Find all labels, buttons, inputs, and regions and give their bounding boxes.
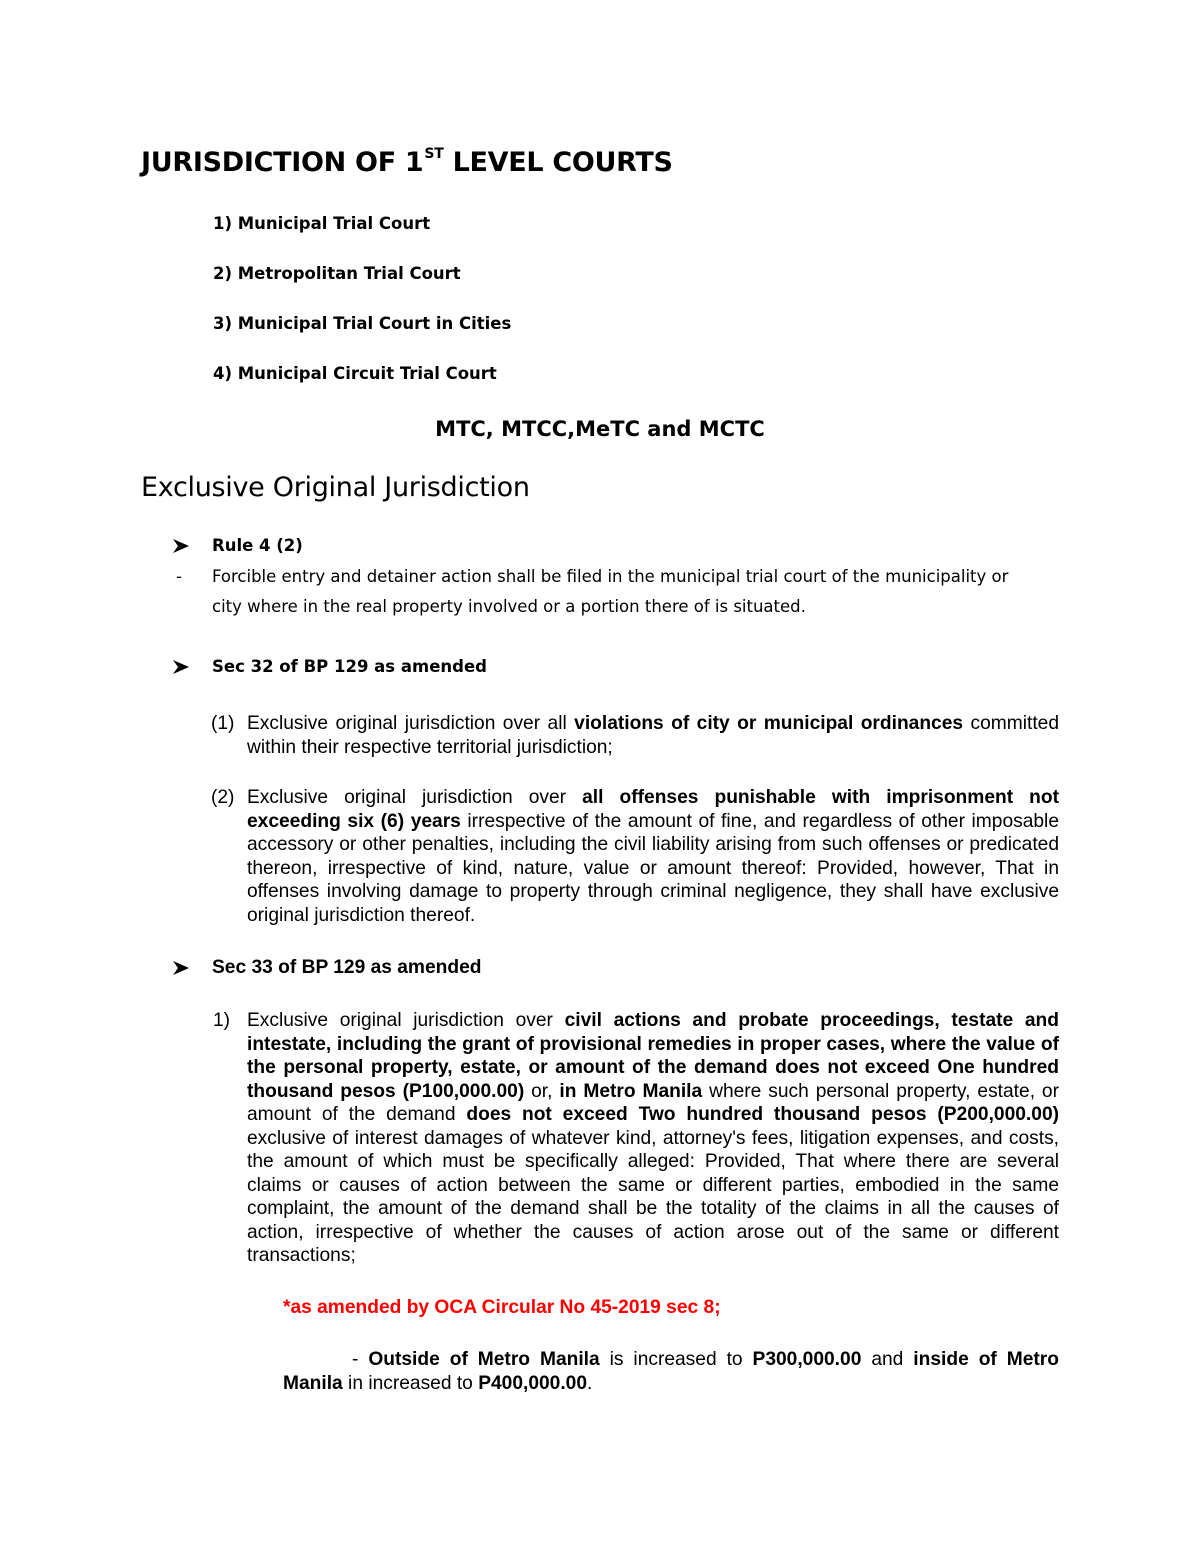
sec33-item1-text: Exclusive original jurisdiction over civil actions and probate proceedings, testate and intestate, including the grant of provisional remedies in proper cases, where the value of the personal property, estate, or amount of the demand does not exceed One hundred thousand pesos (P100,000.00) or, in Metro Manila where such personal property, estate, or amount of the demand does not exceed Two hundred thousand pesos (P200,000.00) exclusive of interest damages of whatever kind, attorney's fees, litigation expenses, and costs, the amount of which must be specifically alleged: Provided, That where there are several claims or causes of action between the same or different parties, embodied in the same complaint, the amount of the demand shall be the totality of the claims in all the causes of action, irrespective of whether the causes of action arose out of the same or different transactions; <box>247 1010 1059 1266</box>
sec33-item1-number: 1) <box>213 1010 231 1031</box>
rule4-dash: - <box>176 567 182 586</box>
court-item-cities: 3) Municipal Trial Court in Cities <box>213 314 512 333</box>
court-item-circuit: 4) Municipal Circuit Trial Court <box>213 364 497 383</box>
arrowhead-bullet-icon <box>172 659 190 675</box>
arrowhead-bullet-icon <box>172 960 190 976</box>
arrowhead-bullet-icon <box>172 538 190 554</box>
section-heading: Exclusive Original Jurisdiction <box>141 472 530 503</box>
page-title <box>141 146 673 178</box>
court-item-metropolitan: 2) Metropolitan Trial Court <box>213 264 461 283</box>
sec33-label: Sec 33 of BP 129 as amended <box>212 957 482 978</box>
sec32-item1-number: (1) <box>211 713 235 734</box>
title-superscript: ST <box>424 146 444 162</box>
sec32-item2-number: (2) <box>211 787 235 808</box>
court-abbreviations: MTC, MTCC,MeTC and MCTC <box>435 417 765 441</box>
sec32-item1-text: Exclusive original jurisdiction over all violations of city or municipal ordinances committed within their respective territorial jurisdiction; <box>247 713 1059 758</box>
rule4-line-2: city where in the real property involved or a portion there of is situated. <box>212 597 806 616</box>
amendment-text: - Outside of Metro Manila is increased to P300,000.00 and inside of Metro Manila in increased to P400,000.00. <box>283 1349 1059 1394</box>
title-main: JURISDICTION OF 1 <box>141 147 424 178</box>
rule4-line-1: Forcible entry and detainer action shall be filed in the municipal trial court of the municipality or <box>212 567 1009 586</box>
court-item-municipal: 1) Municipal Trial Court <box>213 214 431 233</box>
amendment-note: *as amended by OCA Circular No 45-2019 sec 8; <box>283 1297 721 1318</box>
sec32-item2-text: Exclusive original jurisdiction over all offenses punishable with imprisonment not exceeding six (6) years irrespective of the amount of fine, and regardless of other imposable accessory or other penalties, including the civil liability arising from such offenses or predicated thereon, irrespective of kind, nature, value or amount thereof: Provided, however, That in offenses involving damage to property through criminal negligence, they shall have exclusive original jurisdiction thereof. <box>247 787 1060 926</box>
title-rest: LEVEL COURTS <box>443 147 673 178</box>
sec32-label: Sec 32 of BP 129 as amended <box>212 657 487 676</box>
rule4-label: Rule 4 (2) <box>212 536 303 555</box>
